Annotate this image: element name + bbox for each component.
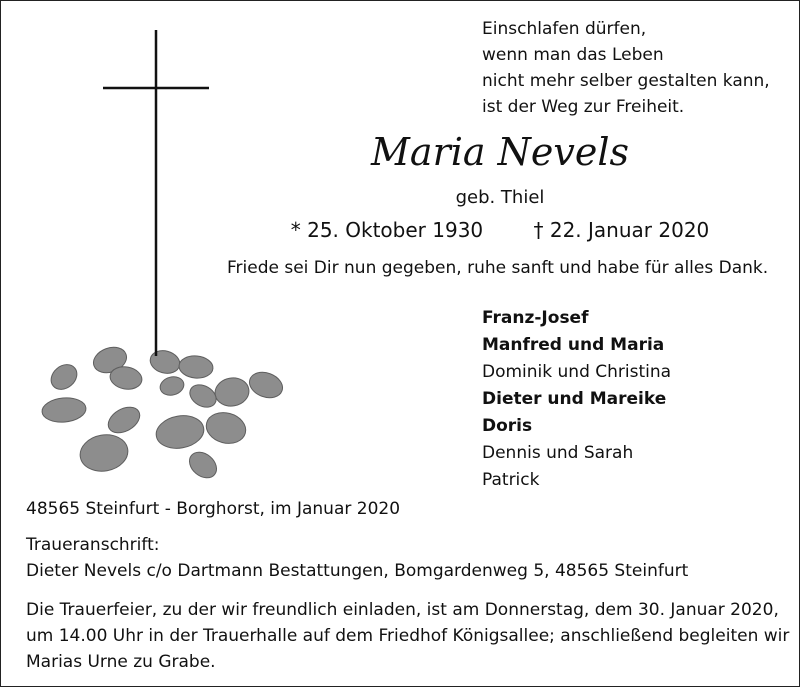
poem-line: wenn man das Leben (482, 45, 664, 65)
petal (154, 412, 207, 452)
petal (213, 375, 251, 408)
family-member: Dominik und Christina (482, 362, 672, 382)
poem-line: ist der Weg zur Freiheit. (482, 97, 685, 117)
petal (46, 360, 82, 395)
ceremony-line: Marias Urne zu Grabe. (26, 652, 216, 672)
ceremony-notice (26, 597, 790, 675)
petal (77, 431, 131, 475)
petal (246, 368, 286, 402)
poem-line: nicht mehr selber gestalten kann, (482, 71, 770, 91)
petal (186, 380, 220, 411)
place-date: 48565 Steinfurt - Borghorst, im Januar 2020 (26, 499, 401, 519)
petal (148, 347, 183, 376)
petal (184, 447, 221, 483)
family-member: Dieter und Mareike (482, 389, 667, 409)
family-member: Franz-Josef (482, 308, 589, 328)
family-member: Manfred und Maria (482, 335, 665, 355)
family-list (482, 305, 671, 494)
rose-petals-icon (41, 343, 286, 483)
petal (178, 355, 214, 380)
address-value: Dieter Nevels c/o Dartmann Bestattungen, Bomgardenweg 5, 48565 Steinfurt (26, 561, 689, 581)
petal (203, 408, 249, 447)
petal (41, 396, 87, 424)
family-member: Doris (482, 416, 533, 436)
family-member: Patrick (482, 470, 540, 490)
life-dates (0, 218, 800, 242)
birth-date: * 25. Oktober 1930 (290, 218, 484, 242)
poem (482, 16, 770, 120)
poem-line: Einschlafen dürfen, (482, 19, 647, 39)
family-member: Dennis und Sarah (482, 443, 634, 463)
ceremony-line: Die Trauerfeier, zu der wir freundlich einladen, ist am Donnerstag, dem 30. Januar 2020, (26, 600, 779, 620)
ceremony-line: um 14.00 Uhr in der Trauerhalle auf dem Friedhof Königsallee; anschließend begleiten wir (26, 626, 790, 646)
address-label: Traueranschrift: (26, 535, 160, 555)
petal (104, 402, 144, 438)
death-date: † 22. Januar 2020 (533, 218, 710, 242)
motto: Friede sei Dir nun gegeben, ruhe sanft und habe für alles Dank. (227, 258, 769, 278)
petal (158, 374, 186, 398)
maiden-name: geb. Thiel (455, 187, 545, 208)
deceased-name: Maria Nevels (371, 130, 629, 174)
mourning-address (26, 532, 688, 584)
